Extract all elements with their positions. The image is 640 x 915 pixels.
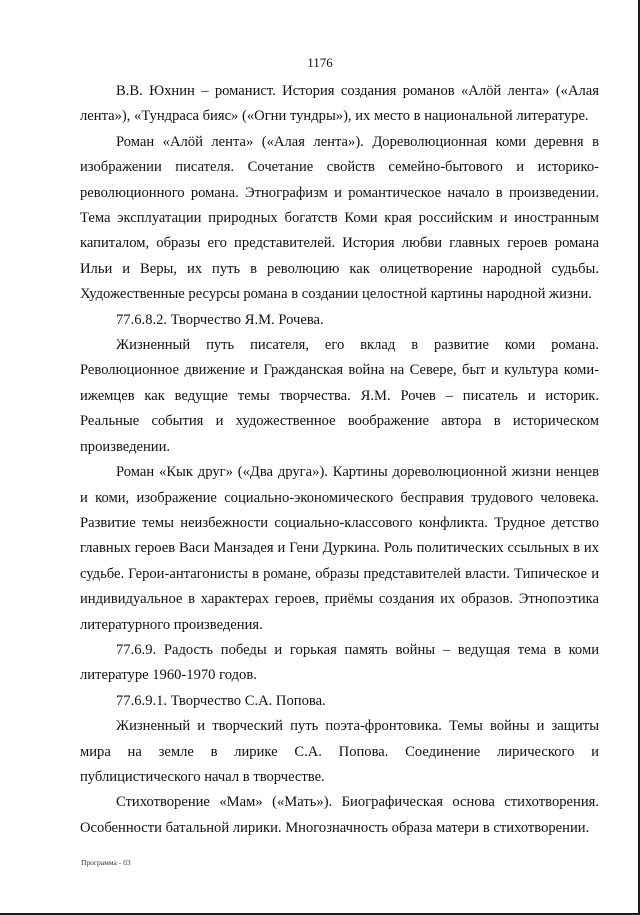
paragraph-rochev-life: Жизненный путь писателя, его вклад в развитие коми романа. Революционное движение и Гражданская война на Севере, быт и культура коми-ижемцев как ведущие темы творчества. Я.М. Рочев – писатель и историк. Реальные события и художественное воображение автора в историческом произведении. xyxy=(80,337,599,455)
paragraph-popov-life: Жизненный и творческий путь поэта-фронтовика. Темы войны и защиты мира на земле в лирике С.А. Попова. Соединение лирического и публицистического начал в творчестве. xyxy=(80,718,599,785)
section-heading-popov: 77.6.9.1. Творчество С.А. Попова. xyxy=(116,692,326,709)
section-heading-rochev: 77.6.8.2. Творчество Я.М. Рочева. xyxy=(116,311,324,328)
page-number: 1176 xyxy=(307,55,333,70)
paragraph-kyk-drug: Роман «Кык друг» («Два друга»). Картины дореволюционной жизни ненцев и коми, изображение социально-экономического бесправия трудового человека. Развитие темы неизбежности социально-классового конфликта. Трудное детство главных героев Васи Манзадея и Гени Дуркина. Роль политических ссыльных в их судьбе. Герои-антагонисты в романе, образы представителей власти. Типическое и индивидуальное в характерах героев, приёмы создания их образов. Этнопоэтика литературного произведения. xyxy=(80,464,599,633)
document-body xyxy=(80,79,599,841)
paragraph-mam-poem: Стихотворение «Мам» («Мать»). Биографическая основа стихотворения. Особенности батальной лирики. Многозначность образа матери в стихотворении. xyxy=(80,794,599,836)
section-heading-war-theme: 77.6.9. Радость победы и горькая память войны – ведущая тема в коми литературе 1960-1970 годов. xyxy=(80,641,599,684)
paragraph-yukhnin-intro: В.В. Юхнин – романист. История создания романов «Алӧй лента» («Алая лента»), «Тундраса бияс» («Огни тундры»), их место в национальной литературе. xyxy=(80,83,599,125)
paragraph-aloy-lenta: Роман «Алӧй лента» («Алая лента»). Дореволюционная коми деревня в изображении писателя. Сочетание свойств семейно-бытового и историко-революционного романа. Этнографизм и романтическое начало в произведении. Тема эксплуатации природных богатств Коми края российским и иностранным капиталом, образы его представителей. История любви главных героев романа Ильи и Веры, их путь в революцию как олицетворение народной судьбы. Художественные ресурсы романа в создании целостной картины народной жизни. xyxy=(80,133,599,303)
page-footer: Программа - 03 xyxy=(81,858,131,867)
